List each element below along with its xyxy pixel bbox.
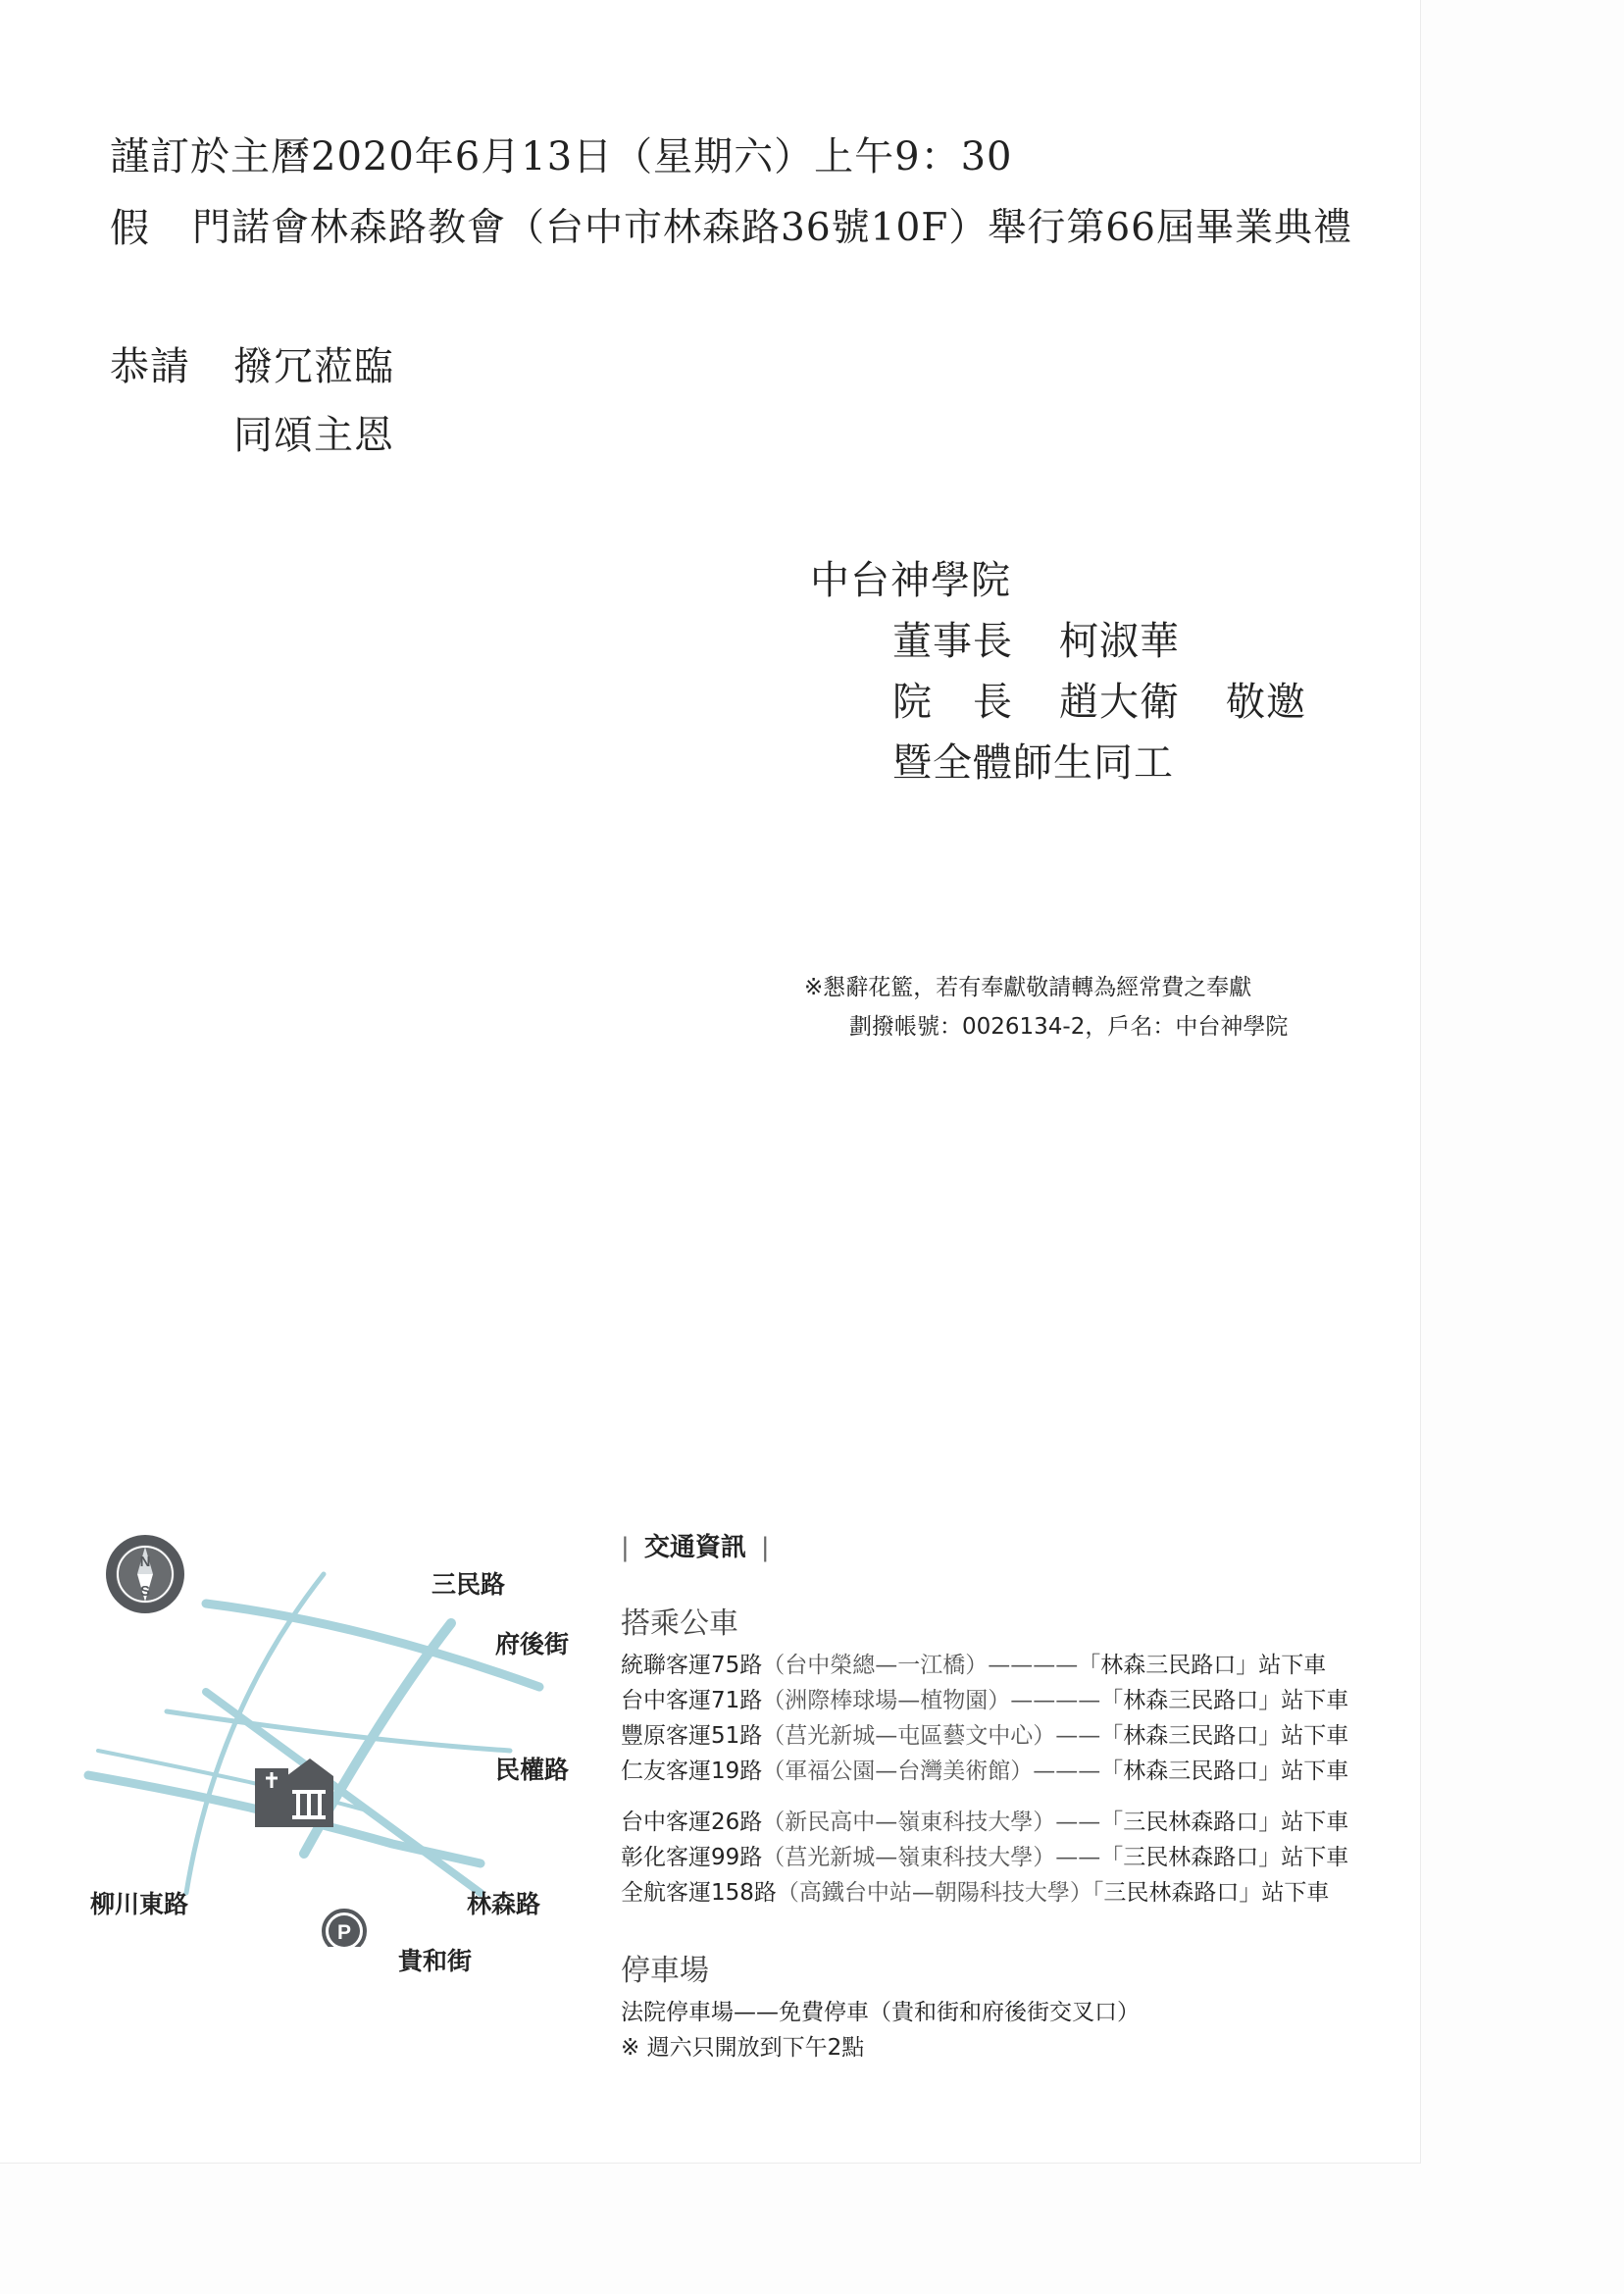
bus-route-stop: 「林森三民路口」站下車 <box>1100 1688 1349 1713</box>
transport-heading <box>621 1527 770 1563</box>
parking-symbol: P <box>336 1921 352 1944</box>
bus-route-via: （洲際棒球場—植物園） <box>762 1688 1011 1713</box>
compass-icon <box>106 1535 184 1613</box>
heading-bar-right: | <box>760 1533 770 1562</box>
respect-phrase-1: 撥冗蒞臨 <box>233 344 394 389</box>
bus-route-dash: —— <box>1055 1845 1101 1870</box>
road-minquan <box>167 1711 510 1751</box>
transport-heading-text: 交通資訊 <box>643 1533 746 1562</box>
invitation-line-2-prefix: 假 <box>110 206 150 251</box>
bus-route-row <box>621 1648 1348 1683</box>
invite-word: 敬邀 <box>1226 680 1306 725</box>
map-label-linsen: 林森路 <box>467 1890 541 1918</box>
bus-route-name: 全航客運158路 <box>621 1880 777 1906</box>
chair-title: 董事長 <box>892 619 1013 664</box>
bus-route-stop: 「林森三民路口」站下車 <box>1078 1653 1327 1678</box>
institution-name: 中台神學院 <box>810 558 1011 603</box>
respect-label: 恭請 <box>110 344 190 389</box>
bus-route-name: 台中客運26路 <box>621 1810 763 1835</box>
bus-route-dash: ——— <box>1033 1759 1101 1784</box>
bus-route-list <box>621 1648 1348 1911</box>
map-label-guihe: 貴和街 <box>398 1947 473 1975</box>
bus-route-stop: 「三民林森路口」站下車 <box>1100 1810 1349 1835</box>
map-label-minquan: 民權路 <box>495 1756 570 1784</box>
bus-route-row <box>621 1683 1348 1718</box>
bus-route-spacer <box>621 1789 1348 1805</box>
invitation-line-1: 謹訂於主曆2020年6月13日（星期六）上午9：30 <box>110 134 1013 179</box>
map-label-fuhou: 府後街 <box>495 1630 570 1658</box>
staff-line: 暨全體師生同工 <box>892 740 1174 786</box>
bus-route-dash: ———— <box>1010 1688 1101 1713</box>
bus-route-via: （高鐵台中站—朝陽科技大學） <box>776 1880 1092 1906</box>
parking-heading: 停車場 <box>621 1954 709 1988</box>
bus-route-row <box>621 1840 1348 1875</box>
bus-route-name: 台中客運71路 <box>621 1688 763 1713</box>
bus-route-stop: 「三民林森路口」站下車 <box>1091 1880 1330 1906</box>
map-label-sanmin: 三民路 <box>431 1570 506 1599</box>
location-map <box>69 1515 618 1947</box>
bus-route-via: （台中榮總—一江橋） <box>762 1653 989 1678</box>
parking-icon <box>324 1911 365 1947</box>
bus-route-via: （莒光新城—屯區藝文中心） <box>762 1723 1056 1749</box>
parking-note: ※ 週六只開放到下午2點 <box>621 2035 865 2061</box>
president-title: 院 長 <box>892 680 1013 725</box>
bus-route-row <box>621 1875 1348 1911</box>
compass-south-label: S <box>139 1583 151 1600</box>
bus-route-name: 彰化客運99路 <box>621 1845 763 1870</box>
bus-route-row <box>621 1754 1348 1789</box>
bus-route-row <box>621 1805 1348 1840</box>
bus-route-stop: 「林森三民路口」站下車 <box>1100 1759 1349 1784</box>
bus-route-name: 仁友客運19路 <box>621 1759 763 1784</box>
notice-line-2: 劃撥帳號：0026134-2，戶名：中台神學院 <box>849 1014 1289 1040</box>
church-icon <box>255 1759 333 1827</box>
respect-phrase-2: 同頌主恩 <box>233 413 394 458</box>
bus-route-name: 統聯客運75路 <box>621 1653 763 1678</box>
bus-route-name: 豐原客運51路 <box>621 1723 763 1749</box>
chair-name: 柯淑華 <box>1059 619 1180 664</box>
bus-route-via: （軍福公園—台灣美術館） <box>762 1759 1034 1784</box>
map-label-liuchuan: 柳川東路 <box>90 1890 189 1918</box>
bus-heading: 搭乘公車 <box>621 1606 738 1641</box>
bus-route-stop: 「林森三民路口」站下車 <box>1100 1723 1349 1749</box>
invitation-line-2: 門諾會林森路教會（台中市林森路36號10F）舉行第66屆畢業典禮 <box>192 206 1352 250</box>
notice-line-1: ※懇辭花籃，若有奉獻敬請轉為經常費之奉獻 <box>804 975 1252 1000</box>
compass-north-label: N <box>139 1554 151 1570</box>
president-name: 趙大衛 <box>1059 680 1180 725</box>
bus-route-stop: 「三民林森路口」站下車 <box>1100 1845 1349 1870</box>
map-roads <box>88 1574 539 1893</box>
bus-route-via: （莒光新城—嶺東科技大學） <box>762 1845 1056 1870</box>
parking-line: 法院停車場——免費停車（貴和街和府後街交叉口） <box>621 2000 1140 2025</box>
bus-route-dash: ———— <box>988 1653 1079 1678</box>
bus-route-dash: —— <box>1055 1723 1101 1749</box>
bus-route-via: （新民高中—嶺東科技大學） <box>762 1810 1056 1835</box>
bus-route-row <box>621 1718 1348 1754</box>
bus-route-dash: —— <box>1055 1810 1101 1835</box>
heading-bar-left: | <box>621 1533 630 1562</box>
